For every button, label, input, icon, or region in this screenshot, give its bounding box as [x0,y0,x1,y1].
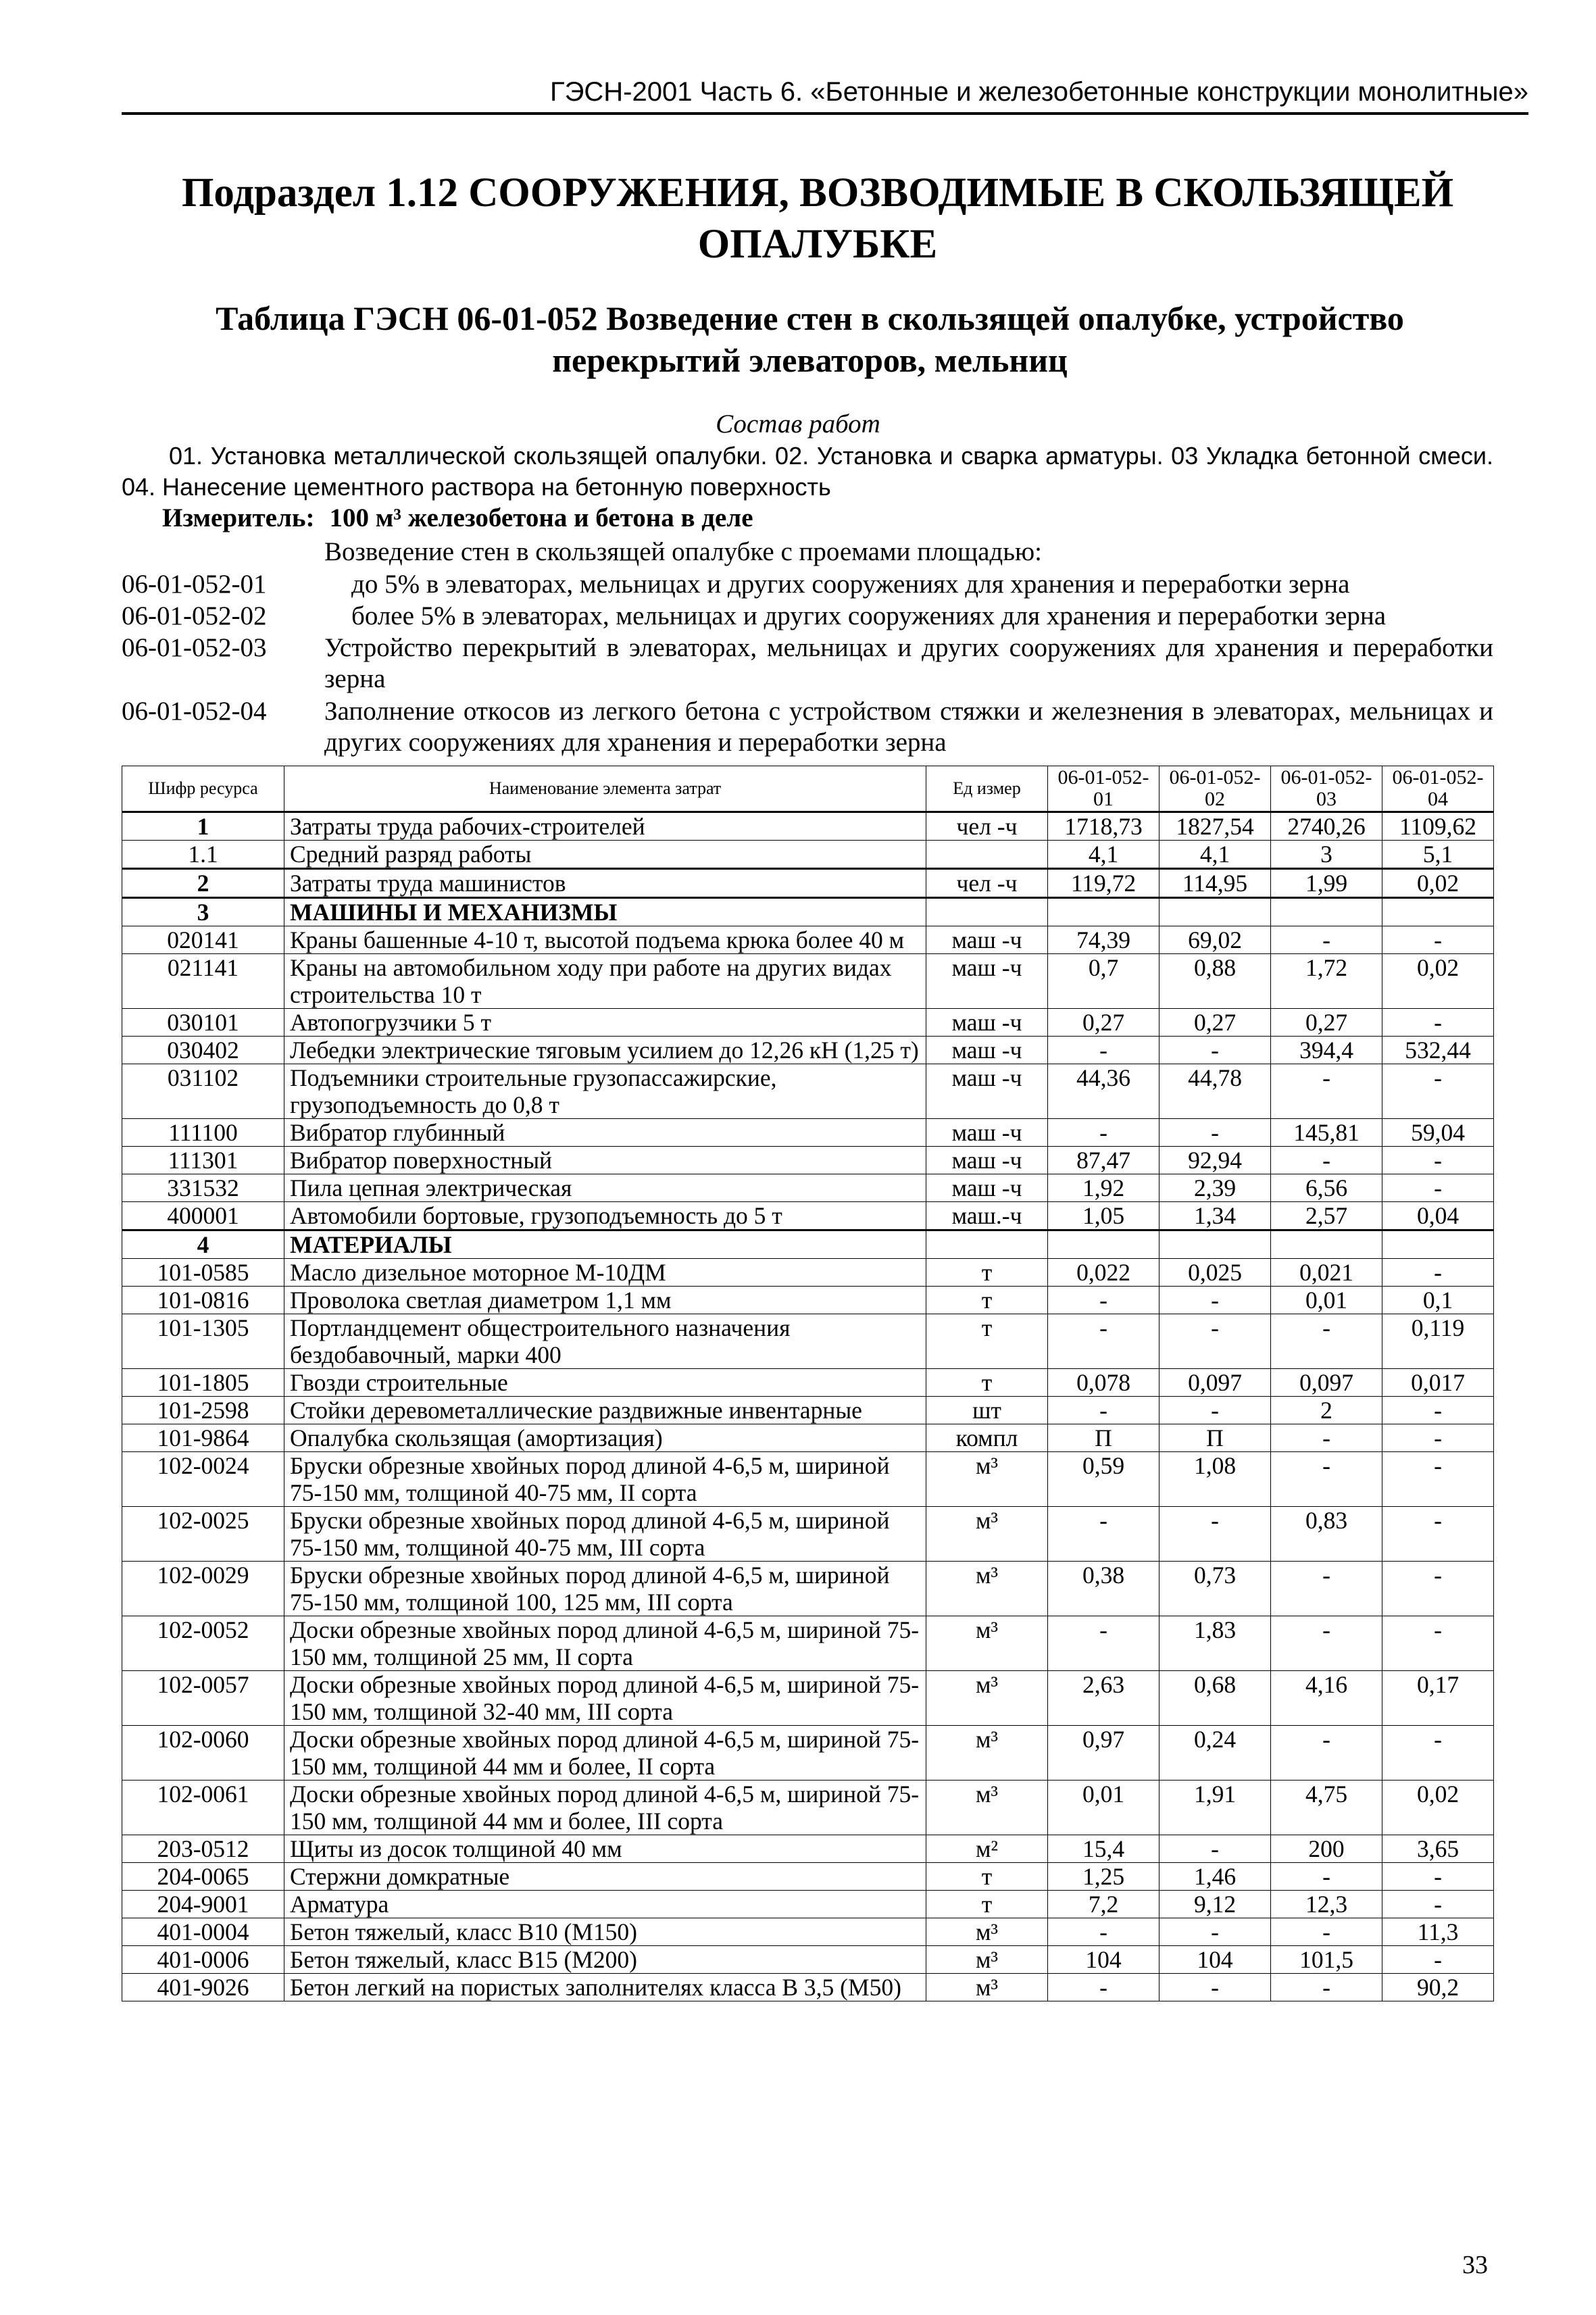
norm-value [1382,1230,1494,1259]
norm-value: 0,24 [1159,1726,1271,1781]
resource-name: Бруски обрезные хвойных пород длиной 4-6,5 м, шириной 75-150 мм, толщиной 40-75 мм, III сорта [284,1507,926,1562]
resource-name: Пила цепная электрическая [284,1174,926,1202]
norm-value: - [1271,1147,1382,1174]
norm-value: 9,12 [1159,1891,1271,1918]
norm-value: 59,04 [1382,1119,1494,1147]
resource-code: 1 [122,812,284,841]
resource-code: 101-1805 [122,1369,284,1397]
resource-code: 111100 [122,1119,284,1147]
resource-name: Лебедки электрические тяговым усилием до 12,26 кН (1,25 т) [284,1037,926,1064]
norm-value: - [1159,1507,1271,1562]
unit: м² [926,1835,1048,1863]
resource-code: 1.1 [122,841,284,869]
norm-value: - [1382,1397,1494,1424]
table-row [122,841,1494,869]
norm-value: 1,72 [1271,954,1382,1009]
norm-value: 0,27 [1048,1009,1159,1037]
col-header: 06-01-052-02 [1159,766,1271,812]
norm-value: 1,83 [1159,1616,1271,1671]
norm-value: - [1159,1314,1271,1369]
norm-value: 1,46 [1159,1863,1271,1891]
norm-value: 2 [1271,1397,1382,1424]
resource-name: Проволока светлая диаметром 1,1 мм [284,1287,926,1314]
norm-value: - [1159,1974,1271,2001]
norm-value [1382,898,1494,926]
variant-code: 06-01-052-02 [122,601,267,630]
col-header: 06-01-052-04 [1382,766,1494,812]
norm-value: - [1382,1452,1494,1507]
resource-code: 331532 [122,1174,284,1202]
norm-value: 0,01 [1271,1287,1382,1314]
norm-value: - [1382,1424,1494,1452]
norm-value: 1,25 [1048,1863,1159,1891]
norm-value: 87,47 [1048,1147,1159,1174]
table-body [122,812,1494,2001]
unit: компл [926,1424,1048,1452]
resource-code: 101-9864 [122,1424,284,1452]
section-title: Подраздел 1.12 СООРУЖЕНИЯ, ВОЗВОДИМЫЕ В СКОЛЬЗЯЩЕЙ ОПАЛУБКЕ [181,170,1454,267]
norm-value: - [1048,1616,1159,1671]
table-row [122,1119,1494,1147]
norm-value: 0,27 [1159,1009,1271,1037]
norm-value: 1,34 [1159,1202,1271,1230]
norm-value: - [1271,1424,1382,1452]
table-row [122,1230,1494,1259]
unit: м³ [926,1562,1048,1616]
norm-value: 7,2 [1048,1891,1159,1918]
norm-value: 1,92 [1048,1174,1159,1202]
norm-value: 4,1 [1159,841,1271,869]
table-row [122,1369,1494,1397]
variant-code: 06-01-052-01 [122,570,267,599]
resource-code: 101-1305 [122,1314,284,1369]
resource-name: Бетон тяжелый, класс В10 (М150) [284,1918,926,1946]
norm-value [1271,1230,1382,1259]
unit: маш -ч [926,926,1048,954]
norm-value: 2,63 [1048,1671,1159,1726]
norm-value: - [1382,1863,1494,1891]
resource-name: Краны башенные 4-10 т, высотой подъема крюка более 40 м [284,926,926,954]
unit [926,841,1048,869]
norm-value: 2,39 [1159,1174,1271,1202]
norm-value: 0,27 [1271,1009,1382,1037]
table-row [122,1009,1494,1037]
col-header: Шифр ресурса [122,766,284,812]
norm-value: - [1382,1064,1494,1119]
norm-value: 15,4 [1048,1835,1159,1863]
norm-value: - [1382,1726,1494,1781]
unit: маш -ч [926,954,1048,1009]
norm-value: 200 [1271,1835,1382,1863]
unit: маш.-ч [926,1202,1048,1230]
norm-value: - [1382,1147,1494,1174]
measurer-label: Измеритель: [162,503,315,532]
variant-code: 06-01-052-04 [122,697,267,726]
page-number: 33 [1462,2251,1488,2279]
resource-code: 4 [122,1230,284,1259]
norm-value: 1,08 [1159,1452,1271,1507]
resource-code: 021141 [122,954,284,1009]
norm-value: - [1048,1287,1159,1314]
unit [926,1230,1048,1259]
norm-value: - [1048,1397,1159,1424]
resource-name: Бетон легкий на пористых заполнителях класса В 3,5 (М50) [284,1974,926,2001]
resource-code: 111301 [122,1147,284,1174]
measurer [162,501,768,535]
norm-value: 119,72 [1048,869,1159,898]
resource-code: 030101 [122,1009,284,1037]
norm-value: 1,99 [1271,869,1382,898]
norm-value: 5,1 [1382,841,1494,869]
norm-value: - [1271,1314,1382,1369]
resource-name: Доски обрезные хвойных пород длиной 4-6,5 м, шириной 75-150 мм, толщиной 44 мм и более, II сорта [284,1726,926,1781]
table-row [122,1314,1494,1369]
unit: м³ [926,1946,1048,1974]
norm-value: - [1048,1119,1159,1147]
unit: т [926,1891,1048,1918]
resource-code: 204-0065 [122,1863,284,1891]
table-row [122,812,1494,841]
table-row [122,954,1494,1009]
norm-value: 6,56 [1271,1174,1382,1202]
norm-value: - [1271,1064,1382,1119]
norm-value: 0,097 [1271,1369,1382,1397]
col-header: 06-01-052-01 [1048,766,1159,812]
norm-value: - [1159,1918,1271,1946]
variant-text: Устройство перекрытий в элеваторах, мельницах и других сооружениях для хранения и переработки зерна [324,633,1493,693]
variant-text: более 5% в элеваторах, мельницах и других сооружениях для хранения и переработки зерна [351,601,1387,630]
table-row [122,1287,1494,1314]
norm-value: - [1271,1726,1382,1781]
table-row [122,1891,1494,1918]
norm-value [1048,898,1159,926]
norm-value: 11,3 [1382,1918,1494,1946]
resource-code: 401-0006 [122,1946,284,1974]
norm-value: 0,025 [1159,1259,1271,1287]
norm-value: 0,88 [1159,954,1271,1009]
norm-value: 0,97 [1048,1726,1159,1781]
col-header: Наименование элемента затрат [284,766,926,812]
norm-value: 4,75 [1271,1781,1382,1835]
norm-value: 0,73 [1159,1562,1271,1616]
norm-value: 1,91 [1159,1781,1271,1835]
norm-value: - [1159,1835,1271,1863]
norm-value: 74,39 [1048,926,1159,954]
unit: м³ [926,1507,1048,1562]
norm-value: 44,78 [1159,1064,1271,1119]
unit: маш -ч [926,1064,1048,1119]
norm-value: - [1271,926,1382,954]
resource-code: 203-0512 [122,1835,284,1863]
norm-value: - [1271,1863,1382,1891]
norm-value: - [1382,1616,1494,1671]
norm-value [1271,898,1382,926]
norm-value [1048,1230,1159,1259]
variant-text: до 5% в элеваторах, мельницах и других сооружениях для хранения и переработки зерна [351,570,1350,599]
resource-code: 101-2598 [122,1397,284,1424]
table-row [122,1726,1494,1781]
resource-code: 400001 [122,1202,284,1230]
norm-value: - [1048,1037,1159,1064]
norm-value: 2740,26 [1271,812,1382,841]
norm-value: 0,7 [1048,954,1159,1009]
resource-name: Доски обрезные хвойных пород длиной 4-6,5 м, шириной 75-150 мм, толщиной 44 мм и более, III сорта [284,1781,926,1835]
norm-value: 0,04 [1382,1202,1494,1230]
norm-value: 44,36 [1048,1064,1159,1119]
table-row [122,1397,1494,1424]
norm-value: 394,4 [1271,1037,1382,1064]
table-row [122,1671,1494,1726]
table-row [122,1835,1494,1863]
variant-item [122,569,1493,600]
unit: т [926,1863,1048,1891]
norm-value: 3 [1271,841,1382,869]
unit: маш -ч [926,1009,1048,1037]
resource-name: МАТЕРИАЛЫ [284,1230,926,1259]
unit: м³ [926,1452,1048,1507]
table-row [122,1507,1494,1562]
resource-name: Бруски обрезные хвойных пород длиной 4-6,5 м, шириной 75-150 мм, толщиной 40-75 мм, II сорта [284,1452,926,1507]
resource-name: Арматура [284,1891,926,1918]
norm-value: 104 [1048,1946,1159,1974]
table-row [122,1037,1494,1064]
norm-value: 0,021 [1271,1259,1382,1287]
norm-value: 104 [1159,1946,1271,1974]
unit: м³ [926,1918,1048,1946]
resource-name: Стержни домкратные [284,1863,926,1891]
norm-value: 101,5 [1271,1946,1382,1974]
norm-value: - [1382,1259,1494,1287]
norm-value [1159,898,1271,926]
variant-item [122,632,1493,695]
norm-value: 1109,62 [1382,812,1494,841]
resource-name: Доски обрезные хвойных пород длиной 4-6,5 м, шириной 75-150 мм, толщиной 25 мм, II сорта [284,1616,926,1671]
norm-value [1159,1230,1271,1259]
resource-name: Средний разряд работы [284,841,926,869]
norm-value: - [1159,1397,1271,1424]
unit: чел -ч [926,812,1048,841]
unit [926,898,1048,926]
table-row [122,926,1494,954]
unit: м³ [926,1726,1048,1781]
norm-value: 0,01 [1048,1781,1159,1835]
col-header: 06-01-052-03 [1271,766,1382,812]
norm-value: - [1382,1946,1494,1974]
resource-code: 101-0585 [122,1259,284,1287]
table-row [122,898,1494,926]
norm-value: - [1048,1974,1159,2001]
norm-value: 0,02 [1382,954,1494,1009]
table-row [122,1424,1494,1452]
table-row [122,869,1494,898]
norm-value: 2,57 [1271,1202,1382,1230]
resource-table [122,766,1494,2001]
norm-value: П [1048,1424,1159,1452]
table-row [122,1064,1494,1119]
resource-code: 401-0004 [122,1918,284,1946]
norm-value: - [1159,1037,1271,1064]
resource-code: 102-0060 [122,1726,284,1781]
norm-value: 0,119 [1382,1314,1494,1369]
resource-name: Опалубка скользящая (амортизация) [284,1424,926,1452]
norm-value: 12,3 [1271,1891,1382,1918]
resource-name: Автомобили бортовые, грузоподъемность до 5 т [284,1202,926,1230]
norm-value: - [1382,926,1494,954]
norm-value: 69,02 [1159,926,1271,954]
unit: маш -ч [926,1174,1048,1202]
unit: т [926,1369,1048,1397]
resource-name: Подъемники строительные грузопассажирские, грузоподъемность до 0,8 т [284,1064,926,1119]
variant-item [122,696,1493,758]
norm-value: 3,65 [1382,1835,1494,1863]
composition-text: 01. Установка металлической скользящей опалубки. 02. Установка и сварка арматуры. 03 Укладка бетонной смеси. 04. Нанесение цементного раствора на бетонную поверхность [122,442,1493,501]
resource-name: Вибратор глубинный [284,1119,926,1147]
variant-item [122,601,1493,632]
norm-value: - [1382,1891,1494,1918]
resource-code: 030402 [122,1037,284,1064]
resource-name: Портландцемент общестроительного назначения бездобавочный, марки 400 [284,1314,926,1369]
norm-value: 0,38 [1048,1562,1159,1616]
norm-value: 1718,73 [1048,812,1159,841]
table-row [122,1974,1494,2001]
table-row [122,1616,1494,1671]
norm-value: 1827,54 [1159,812,1271,841]
measurer-value: 100 м³ железобетона и бетона в деле [329,503,753,532]
resource-name: Стойки деревометаллические раздвижные инвентарные [284,1397,926,1424]
resource-name: Затраты труда машинистов [284,869,926,898]
unit: м³ [926,1974,1048,2001]
norm-value: 114,95 [1159,869,1271,898]
resource-name: Бруски обрезные хвойных пород длиной 4-6,5 м, шириной 75-150 мм, толщиной 100, 125 мм, III сорта [284,1562,926,1616]
resource-name: Доски обрезные хвойных пород длиной 4-6,5 м, шириной 75-150 мм, толщиной 32-40 мм, III сорта [284,1671,926,1726]
resource-code: 3 [122,898,284,926]
intro-line: Возведение стен в скользящей опалубке с проемами площадью: [324,537,1042,566]
norm-value: 4,1 [1048,841,1159,869]
norm-value: - [1271,1918,1382,1946]
col-header: Ед измер [926,766,1048,812]
resource-name: Вибратор поверхностный [284,1147,926,1174]
norm-value: - [1048,1507,1159,1562]
table-header-row [122,766,1494,812]
norm-value: 0,022 [1048,1259,1159,1287]
norm-value: 0,097 [1159,1369,1271,1397]
resource-name: Масло дизельное моторное М-10ДМ [284,1259,926,1287]
resource-name: МАШИНЫ И МЕХАНИЗМЫ [284,898,926,926]
norm-value: П [1159,1424,1271,1452]
resource-code: 102-0052 [122,1616,284,1671]
norm-value: 0,02 [1382,1781,1494,1835]
table-row [122,1452,1494,1507]
norm-value: 0,68 [1159,1671,1271,1726]
resource-code: 401-9026 [122,1974,284,2001]
norm-value: 145,81 [1271,1119,1382,1147]
variant-text: Заполнение откосов из легкого бетона с устройством стяжки и железнения в элеваторах, мельницах и других сооружениях для хранения и переработки зерна [324,697,1493,757]
unit: м³ [926,1671,1048,1726]
resource-name: Краны на автомобильном ходу при работе на других видах строительства 10 т [284,954,926,1009]
norm-value: - [1048,1314,1159,1369]
unit: м³ [926,1616,1048,1671]
resource-code: 102-0057 [122,1671,284,1726]
unit: т [926,1287,1048,1314]
variant-code: 06-01-052-03 [122,633,267,662]
norm-value: 0,59 [1048,1452,1159,1507]
norm-value: 0,02 [1382,869,1494,898]
norm-value: 0,017 [1382,1369,1494,1397]
table-row [122,1147,1494,1174]
norm-value: - [1159,1119,1271,1147]
norm-value: - [1271,1974,1382,2001]
norm-value: 0,1 [1382,1287,1494,1314]
norm-value: - [1271,1616,1382,1671]
norm-value: - [1382,1562,1494,1616]
resource-code: 020141 [122,926,284,954]
resource-code: 204-9001 [122,1891,284,1918]
norm-value: - [1271,1452,1382,1507]
norm-value: 0,17 [1382,1671,1494,1726]
norm-value: 532,44 [1382,1037,1494,1064]
unit: т [926,1314,1048,1369]
resource-code: 031102 [122,1064,284,1119]
norm-value: 0,078 [1048,1369,1159,1397]
table-row [122,1259,1494,1287]
resource-code: 102-0061 [122,1781,284,1835]
resource-name: Бетон тяжелый, класс В15 (М200) [284,1946,926,1974]
norm-value: - [1382,1009,1494,1037]
norm-value: - [1048,1918,1159,1946]
unit: маш -ч [926,1147,1048,1174]
unit: т [926,1259,1048,1287]
table-row [122,1863,1494,1891]
unit: шт [926,1397,1048,1424]
resource-name: Гвозди строительные [284,1369,926,1397]
resource-code: 102-0025 [122,1507,284,1562]
table-row [122,1562,1494,1616]
table-row [122,1174,1494,1202]
resource-name: Затраты труда рабочих-строителей [284,812,926,841]
table-row [122,1202,1494,1230]
composition-heading: Состав работ [716,409,880,439]
unit: чел -ч [926,869,1048,898]
norm-value: - [1382,1174,1494,1202]
norm-value: 90,2 [1382,1974,1494,2001]
resource-name: Щиты из досок толщиной 40 мм [284,1835,926,1863]
norm-value: - [1159,1287,1271,1314]
table-row [122,1946,1494,1974]
unit: маш -ч [926,1119,1048,1147]
norm-value: 0,83 [1271,1507,1382,1562]
norm-value: 92,94 [1159,1147,1271,1174]
table-title: Таблица ГЭСН 06-01-052 Возведение стен в скользящей опалубке, устройство перекрытий элеваторов, мельниц [216,299,1404,379]
norm-value: - [1271,1562,1382,1616]
unit: м³ [926,1781,1048,1835]
norm-value: 1,05 [1048,1202,1159,1230]
resource-code: 102-0024 [122,1452,284,1507]
norm-value: 4,16 [1271,1671,1382,1726]
resource-code: 2 [122,869,284,898]
norm-value: - [1382,1507,1494,1562]
resource-code: 101-0816 [122,1287,284,1314]
running-header: ГЭСН-2001 Часть 6. «Бетонные и железобетонные конструкции монолитные» [122,73,1528,115]
table-row [122,1918,1494,1946]
unit: маш -ч [926,1037,1048,1064]
table-row [122,1781,1494,1835]
resource-code: 102-0029 [122,1562,284,1616]
resource-name: Автопогрузчики 5 т [284,1009,926,1037]
